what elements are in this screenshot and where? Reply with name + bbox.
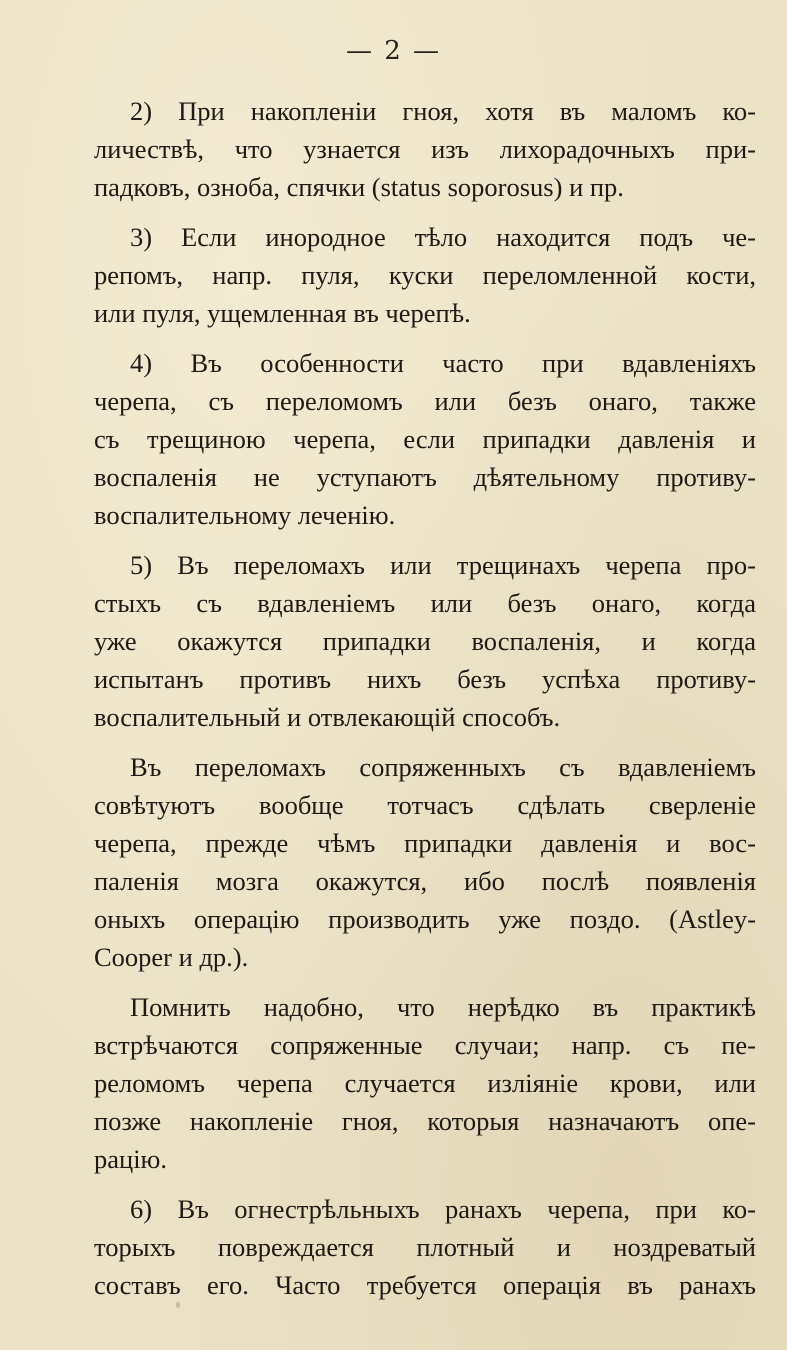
text-line: или пуля, ущемленная въ черепѣ.	[94, 298, 471, 328]
text-line: Въ переломахъ сопряженныхъ съ вдавленіемъ	[130, 752, 756, 782]
text-line: воспалительному леченію.	[94, 500, 396, 530]
text-line: рацію.	[94, 1144, 167, 1174]
text-line: торыхъ повреждается плотный и ноздреватый	[94, 1232, 756, 1262]
text-line: черепа, съ переломомъ или безъ онаго, также	[94, 386, 756, 416]
text-line: реломомъ черепа случается изліяніе крови, или	[94, 1068, 756, 1098]
text-line: стыхъ съ вдавленіемъ или безъ онаго, когда	[94, 588, 756, 618]
text-line: воспаленія не уступаютъ дѣятельному противу-	[94, 462, 756, 492]
text-line: съ трещиною черепа, если припадки давленія и	[94, 424, 756, 454]
text-line: репомъ, напр. пуля, куски переломленной кости,	[94, 260, 756, 290]
text-line: падковъ, озноба, спячки (status soporosus) и пр.	[94, 172, 624, 202]
text-line: составъ его. Часто требуется операція въ ранахъ	[94, 1270, 756, 1300]
text-line: воспалительный и отвлекающій способъ.	[94, 702, 561, 732]
paragraph-item-3	[94, 218, 756, 332]
paper-speck	[176, 1302, 180, 1308]
paragraph-item-6	[94, 1190, 756, 1304]
page-number: — 2 —	[345, 36, 442, 66]
text-line: личествѣ, что узнается изъ лихорадочныхъ при-	[94, 134, 756, 164]
text-line: позже накопленіе гноя, которыя назначаютъ опе-	[94, 1106, 756, 1136]
paragraph-remember	[94, 988, 756, 1178]
text-line: паленія мозга окажутся, ибо послѣ появленія	[94, 866, 756, 896]
text-line: совѣтуютъ вообще тотчасъ сдѣлать сверленіе	[94, 790, 756, 820]
text-line: черепа, прежде чѣмъ припадки давленія и вос-	[94, 828, 756, 858]
text-line: Cooper и др.).	[94, 942, 249, 972]
text-line: 6) Въ огнестрѣльныхъ ранахъ черепа, при ко-	[130, 1194, 756, 1224]
text-line: уже окажутся припадки воспаленія, и когда	[94, 626, 756, 656]
text-line: 3) Если инородное тѣло находится подъ че-	[130, 222, 756, 252]
paragraph-item-5	[94, 546, 756, 736]
paragraph-item-4	[94, 344, 756, 534]
text-line: встрѣчаются сопряженные случаи; напр. съ пе-	[94, 1030, 756, 1060]
text-line: оныхъ операцію производить уже поздо. (Astley-	[94, 904, 756, 934]
paragraph-item-2	[94, 92, 756, 206]
text-line: испытанъ противъ нихъ безъ успѣха противу-	[94, 664, 756, 694]
text-line: Помнить надобно, что нерѣдко въ практикѣ	[130, 992, 756, 1022]
paragraph-fractures	[94, 748, 756, 976]
text-line: 4) Въ особенности часто при вдавленіяхъ	[130, 348, 756, 378]
text-line: 5) Въ переломахъ или трещинахъ черепа про-	[130, 550, 756, 580]
text-line: 2) При накопленіи гноя, хотя въ маломъ ко-	[130, 96, 756, 126]
body-text	[94, 92, 756, 1316]
